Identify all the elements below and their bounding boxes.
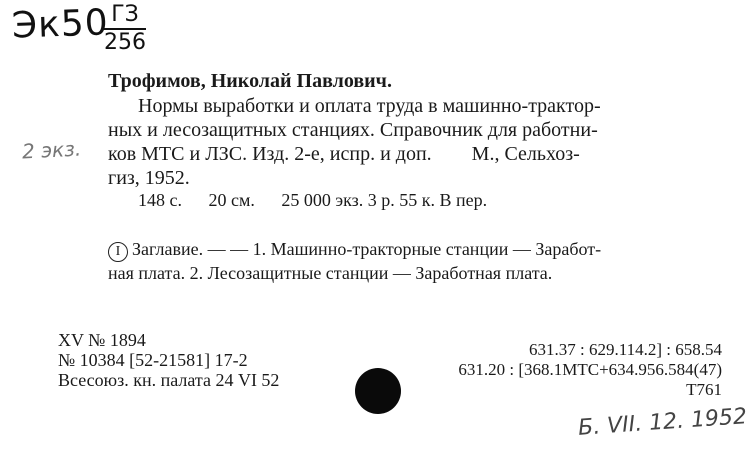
description-line: ных и лесозащитных станциях. Справочник для работни- [108,119,598,141]
shelfmark-numerator: ГЗ [104,2,146,30]
description-line: Нормы выработки и оплата труда в машинно-трактор- [138,95,601,117]
description [108,94,722,190]
collation-edition: 25 000 экз. 3 р. 55 к. В пер. [281,190,488,210]
shelfmark-main: Эк50 [11,2,110,47]
shelfmark-fraction [104,2,146,56]
tracing-line: ная плата. 2. Лесозащитные станции — Заработная плата. [108,263,553,283]
collation-size: 20 см. [208,190,255,210]
handwritten-note: Б. VII. 12. 1952 [577,404,748,441]
description-line-3 [108,142,722,166]
description-line: гиз, 1952. [108,167,190,189]
registration-line: № 10384 [52-21581] 17-2 [58,350,248,370]
description-segment: ков МТС и ЛЗС. Изд. 2-е, испр. и доп. [108,143,432,165]
classification-block [458,340,722,400]
tracing-marker: I [108,242,128,262]
registration-block [58,330,279,390]
margin-note: 2 экз. [21,136,82,164]
tracing-text: Заглавие. — — 1. Машинно-тракторные станции — Заработ- [132,239,602,259]
classification-line: Т761 [686,380,722,399]
author-heading: Трофимов, Николай Павлович. [108,70,392,92]
registration-line: Всесоюз. кн. палата 24 VI 52 [58,370,280,390]
description-segment: М., Сельхоз- [471,143,580,165]
collation [138,190,509,211]
classification-line: 631.37 : 629.114.2] : 658.54 [529,340,722,359]
shelfmark-denominator: 256 [104,30,146,55]
registration-line: XV № 1894 [58,330,146,350]
tracing-line [108,238,728,262]
tracing [108,238,728,284]
collation-pages: 148 с. [138,190,182,210]
classification-line: 631.20 : [368.1МТС+634.956.584(47) [458,360,722,379]
punch-hole [355,368,401,414]
